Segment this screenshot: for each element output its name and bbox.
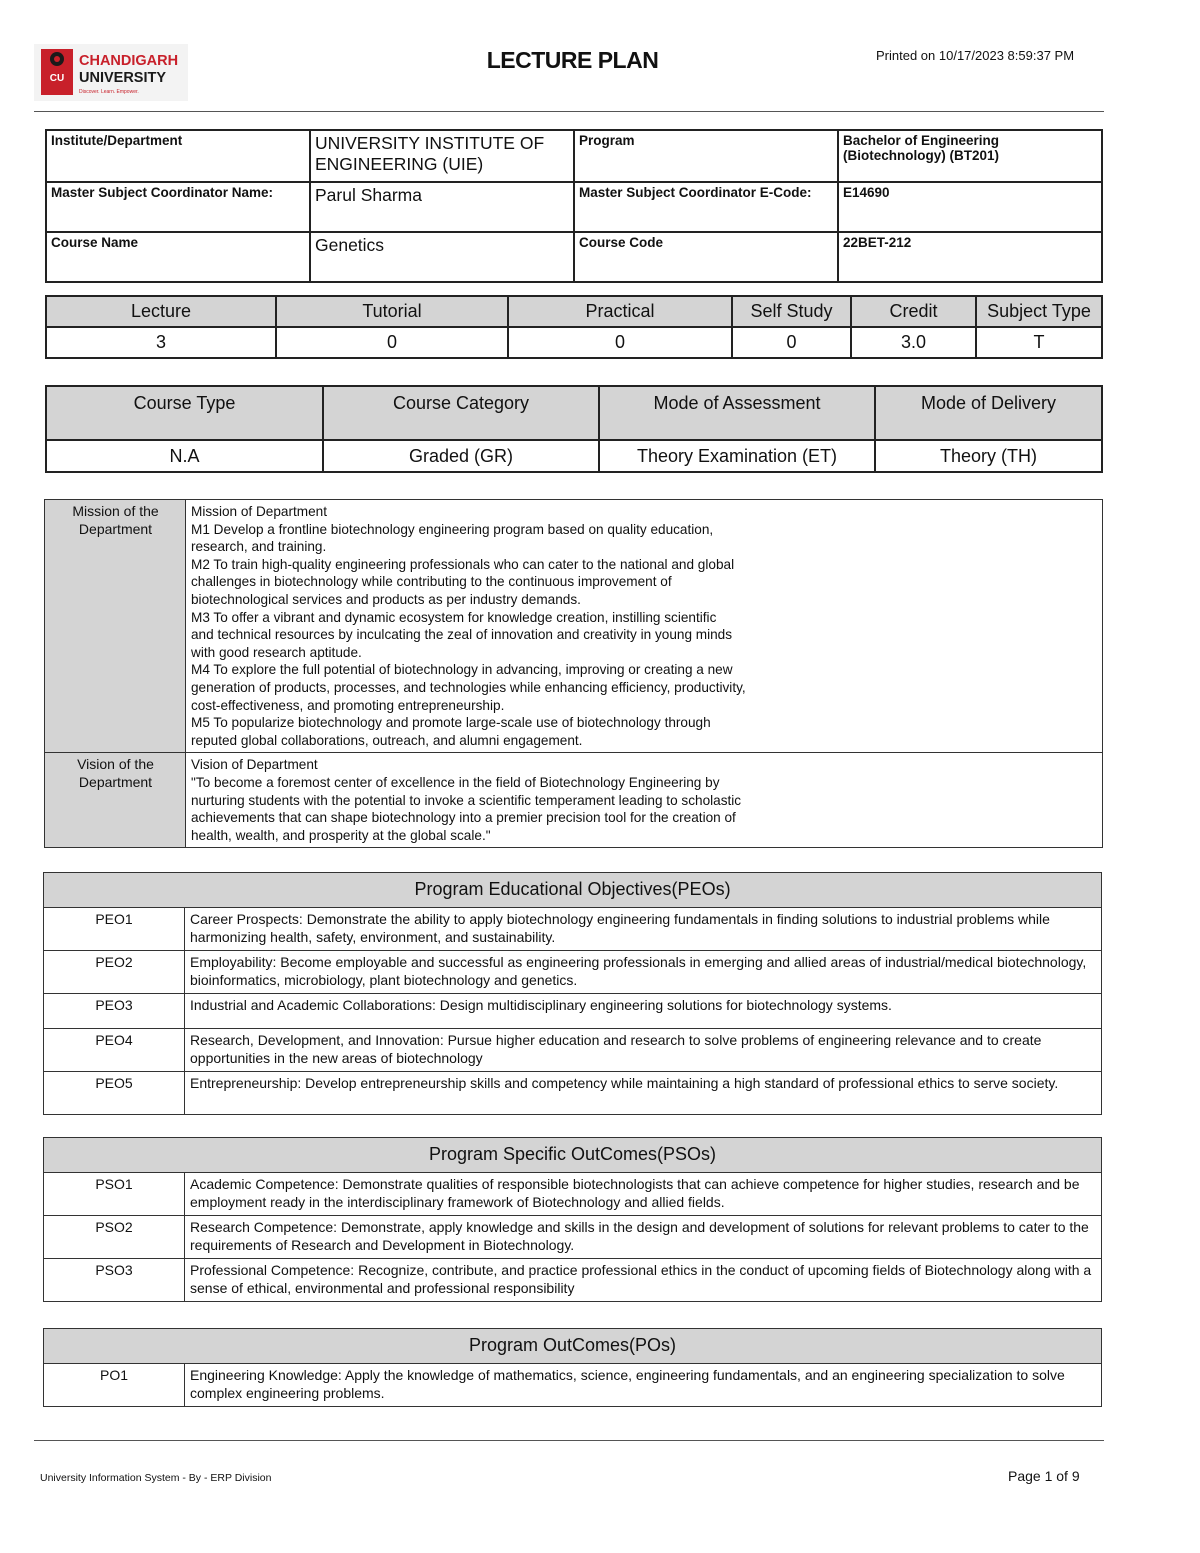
- footer-divider: [34, 1440, 1104, 1441]
- practical-header: Practical: [508, 296, 732, 327]
- credit-structure-table: [45, 295, 1103, 359]
- credit-value: 3.0: [851, 327, 976, 358]
- printed-timestamp: Printed on 10/17/2023 8:59:37 PM: [876, 48, 1075, 63]
- mission-side-label: Mission of the Department: [45, 500, 186, 753]
- vision-line: health, wealth, and prosperity at the global scale.": [191, 827, 491, 843]
- page-title: LECTURE PLAN: [486, 47, 659, 73]
- program-label: Program: [574, 130, 838, 182]
- peo-text: Career Prospects: Demonstrate the ability to apply biotechnology engineering fundamentals in finding solutions to industrial problems while harmonizing health, safety, environment, and sustainability.: [185, 908, 1102, 951]
- mission-line: and technical resources by inculcating the zeal of innovation and creativity in young minds: [191, 627, 733, 643]
- assessment-mode-header: Mode of Assessment: [599, 386, 875, 440]
- logo-name-line2: UNIVERSITY: [79, 70, 167, 86]
- tutorial-value: 0: [276, 327, 508, 358]
- lecture-header: Lecture: [46, 296, 276, 327]
- course-category-value: Graded (GR): [323, 440, 599, 472]
- mission-line: reputed global collaborations, outreach, and alumni engagement.: [191, 732, 583, 748]
- logo-badge: CU: [49, 73, 65, 84]
- peo-title: Program Educational Objectives(PEOs): [44, 873, 1102, 908]
- course-name-label: Course Name: [46, 232, 310, 282]
- course-name-value: Genetics: [310, 232, 574, 282]
- tutorial-header: Tutorial: [276, 296, 508, 327]
- mission-line: biotechnological services and products as per industry demands.: [191, 591, 581, 607]
- header-divider: [34, 111, 1104, 112]
- assessment-mode-value: Theory Examination (ET): [599, 440, 875, 472]
- practical-value: 0: [508, 327, 732, 358]
- delivery-mode-header: Mode of Delivery: [875, 386, 1102, 440]
- course-info-table: [45, 129, 1103, 283]
- course-code-label: Course Code: [574, 232, 838, 282]
- po-text: Engineering Knowledge: Apply the knowledge of mathematics, science, engineering fundamentals, and an engineering specialization to solve complex engineering problems.: [185, 1364, 1102, 1407]
- coordinator-label: Master Subject Coordinator Name:: [46, 182, 310, 232]
- delivery-mode-value: Theory (TH): [875, 440, 1102, 472]
- coordinator-value: Parul Sharma: [310, 182, 574, 232]
- course-type-table: [45, 385, 1103, 473]
- footer-system-label: University Information System - By - ERP Division: [40, 1472, 272, 1484]
- page-number: Page 1 of 9: [1008, 1468, 1080, 1484]
- peo-text: Entrepreneurship: Develop entrepreneurship skills and competency while maintaining a high standard of professional ethics to serve society.: [185, 1072, 1102, 1115]
- mission-line: challenges in biotechnology while contributing to the continuous improvement of: [191, 574, 672, 590]
- peo-code: PEO3: [44, 994, 185, 1029]
- institute-label: Institute/Department: [46, 130, 310, 182]
- course-category-header: Course Category: [323, 386, 599, 440]
- mission-line: generation of products, processes, and technologies while enhancing efficiency, productivity,: [191, 679, 746, 695]
- mission-line: research, and training.: [191, 539, 327, 555]
- peo-text: Employability: Become employable and successful as engineering professionals in emerging and allied areas of industrial/medical biotechnology, bioinformatics, microbiology, plant biotechnology and genetics.: [185, 951, 1102, 994]
- peo-text: Industrial and Academic Collaborations: Design multidisciplinary engineering solutions for biotechnology systems.: [185, 994, 1102, 1029]
- pso-title: Program Specific OutComes(PSOs): [44, 1138, 1102, 1173]
- po-table: [43, 1328, 1102, 1407]
- pso-text: Professional Competence: Recognize, contribute, and practice professional ethics in the conduct of upcoming fields of Biotechnology along with a sense of ethical, environmental and professional responsibility: [185, 1259, 1102, 1302]
- self-study-header: Self Study: [732, 296, 851, 327]
- peo-code: PEO4: [44, 1029, 185, 1072]
- peo-code: PEO1: [44, 908, 185, 951]
- vision-text: [186, 753, 1103, 848]
- mission-line: cost-effectiveness, and promoting entrepreneurship.: [191, 697, 505, 713]
- subject-type-header: Subject Type: [976, 296, 1102, 327]
- peo-table: [43, 872, 1102, 1115]
- vision-heading: Vision of Department: [191, 757, 318, 773]
- institute-value: UNIVERSITY INSTITUTE OF ENGINEERING (UIE): [310, 130, 574, 182]
- mission-line: M2 To train high-quality engineering professionals who can cater to the national and global: [191, 556, 735, 572]
- mission-vision-table: [44, 499, 1103, 848]
- logo-name-line1: CHANDIGARH: [79, 53, 179, 69]
- self-study-value: 0: [732, 327, 851, 358]
- peo-code: PEO5: [44, 1072, 185, 1115]
- pso-code: PSO1: [44, 1173, 185, 1216]
- vision-line: "To become a foremost center of excellence in the field of Biotechnology Engineering by: [191, 774, 720, 790]
- mission-line: M3 To offer a vibrant and dynamic ecosystem for knowledge creation, instilling scientific: [191, 609, 717, 625]
- pso-text: Academic Competence: Demonstrate qualities of responsible biotechnologists that can achieve competence for higher studies, research and be employment ready in the interdisciplinary framework of Biotechnology and allied fields.: [185, 1173, 1102, 1216]
- mission-line: M1 Develop a frontline biotechnology engineering program based on quality education,: [191, 521, 714, 537]
- mission-text: [186, 500, 1103, 753]
- ecode-label: Master Subject Coordinator E-Code:: [574, 182, 838, 232]
- mission-line: with good research aptitude.: [191, 644, 362, 660]
- credit-header: Credit: [851, 296, 976, 327]
- program-value: Bachelor of Engineering (Biotechnology) (BT201): [838, 130, 1102, 182]
- subject-type-value: T: [976, 327, 1102, 358]
- po-code: PO1: [44, 1364, 185, 1407]
- vision-side-label: Vision of the Department: [45, 753, 186, 848]
- mission-line: M5 To popularize biotechnology and promote large-scale use of biotechnology through: [191, 715, 711, 731]
- po-title: Program OutComes(POs): [44, 1329, 1102, 1364]
- peo-text: Research, Development, and Innovation: Pursue higher education and research to solve problems of engineering relevance and to create opportunities in the new areas of biotechnology: [185, 1029, 1102, 1072]
- pso-code: PSO3: [44, 1259, 185, 1302]
- vision-line: nurturing students with the potential to invoke a scientific temperament leading to scholastic: [191, 792, 742, 808]
- pso-code: PSO2: [44, 1216, 185, 1259]
- course-type-value: N.A: [46, 440, 323, 472]
- course-code-value: 22BET-212: [838, 232, 1102, 282]
- mission-heading: Mission of Department: [191, 504, 327, 519]
- vision-line: achievements that can shape biotechnology into a premier precision tool for the creation of: [191, 810, 736, 826]
- course-type-header: Course Type: [46, 386, 323, 440]
- pso-text: Research Competence: Demonstrate, apply knowledge and skills in the design and development of solutions for relevant problems to cater to the requirements of Research and Development in Biotechnology.: [185, 1216, 1102, 1259]
- peo-code: PEO2: [44, 951, 185, 994]
- ecode-value: E14690: [838, 182, 1102, 232]
- logo-tagline: Discover. Learn. Empower.: [79, 89, 139, 95]
- pso-table: [43, 1137, 1102, 1302]
- mission-line: M4 To explore the full potential of biotechnology in advancing, improving or creating a new: [191, 662, 733, 678]
- lecture-value: 3: [46, 327, 276, 358]
